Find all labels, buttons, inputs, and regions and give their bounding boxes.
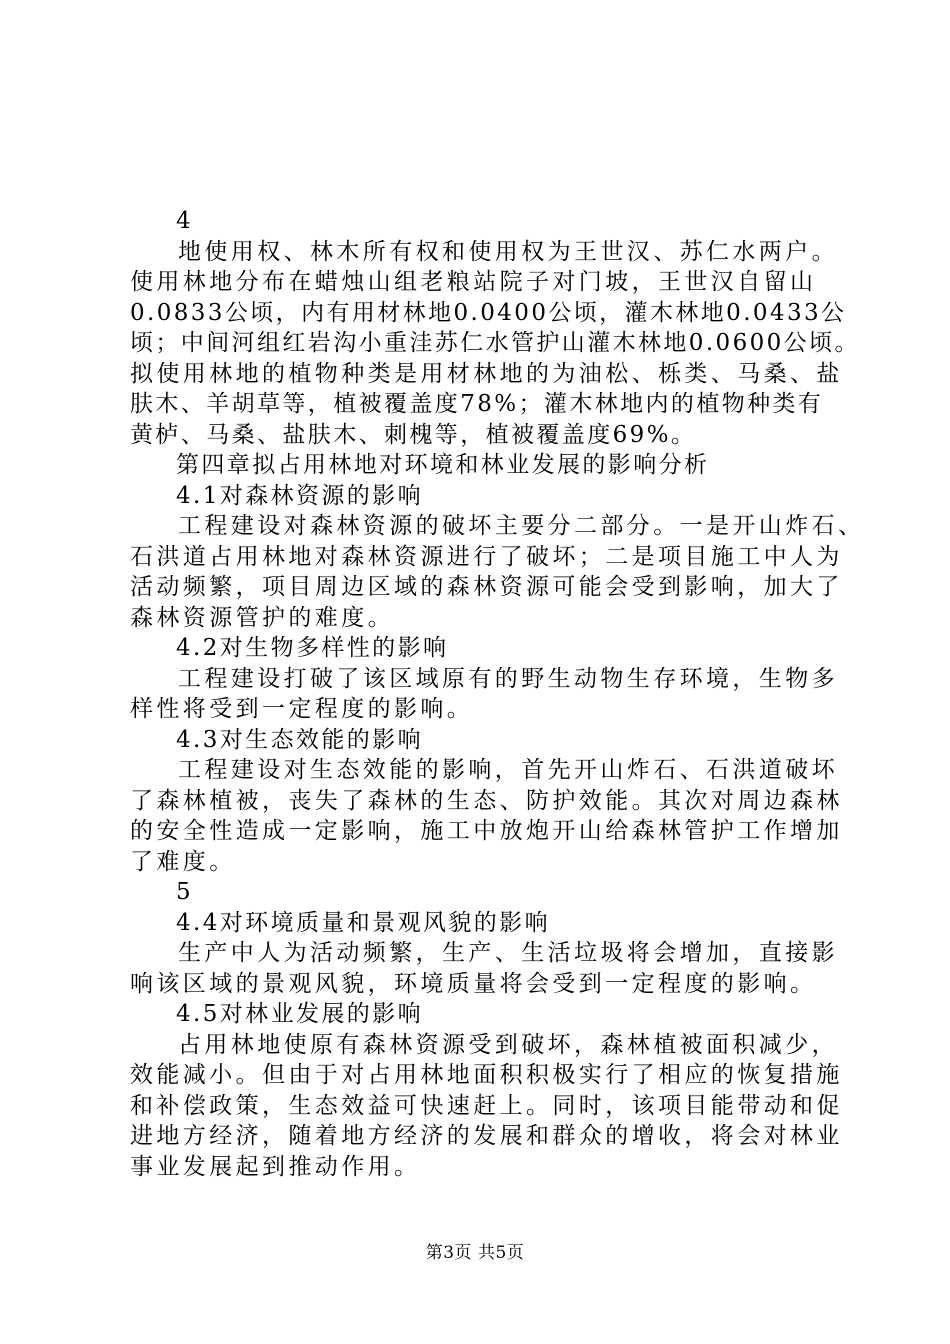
paragraph-line: 样性将受到一定程度的影响。: [130, 696, 474, 722]
paragraph-line: 了森林植被，丧失了森林的生态、防护效能。其次对周边森林: [130, 787, 843, 814]
section-4-5-title: 4.5对林业发展的影响: [176, 1001, 423, 1027]
paragraph-forest-land-ownership: [130, 237, 860, 451]
paragraph-line: 的安全性造成一定影响，施工中放炮开山给森林管护工作增加: [130, 818, 843, 844]
paragraph-line: 进地方经济，随着地方经济的发展和群众的增收，将会对林业: [130, 1123, 843, 1149]
paragraph-line: 活动频繁，项目周边区域的森林资源可能会受到影响，加大了: [130, 574, 843, 600]
paragraph-line: 地使用权、林木所有权和使用权为王世汉、苏仁水两户。: [178, 238, 838, 265]
section-4-3-body: [130, 755, 842, 877]
paragraph-line: 拟使用林地的植物种类是用材林地的为油松、栎类、马桑、盐: [130, 360, 843, 387]
section-4-1-body: [130, 511, 865, 633]
section-4-3-title: 4.3对生态效能的影响: [176, 726, 423, 753]
paragraph-line: 使用林地分布在蜡烛山组老粮站院子对门坡，王世汉自留山: [130, 269, 817, 295]
section-4-2-body: [130, 664, 842, 725]
page-marker-4: 4: [176, 208, 194, 234]
paragraph-line: 石洪道占用林地对森林资源进行了破坏；二是项目施工中人为: [130, 543, 843, 570]
paragraph-line: 肤木、羊胡草等，植被覆盖度78%；灌木林地内的植物种类有: [130, 391, 824, 417]
paragraph-line: 占用林地使原有森林资源受到破坏，森林植被面积减少，: [178, 1031, 838, 1058]
page-footer: 第3页 共5页: [425, 1243, 525, 1263]
section-4-4-title: 4.4对环境质量和景观风貌的影响: [176, 909, 550, 936]
document-body: [130, 206, 865, 1182]
paragraph-line: 工程建设对森林资源的破坏主要分二部分。一是开山炸石、: [178, 513, 865, 539]
paragraph-line: 生产中人为活动频繁，生产、生活垃圾将会增加，直接影: [178, 940, 838, 966]
paragraph-line: 了难度。: [130, 848, 236, 875]
section-4-5-body: [130, 1030, 842, 1183]
paragraph-line: 森林资源管护的难度。: [130, 604, 394, 631]
paragraph-line: 响该区域的景观风貌，环境质量将会受到一定程度的影响。: [130, 970, 817, 997]
paragraph-line: 0.0833公顷，内有用材林地0.0400公顷，灌木林地0.0433公: [130, 299, 847, 326]
paragraph-line: 工程建设对生态效能的影响，首先开山炸石、石洪道破坏: [178, 757, 838, 783]
chapter-4-title: 第四章拟占用林地对环境和林业发展的影响分析: [176, 452, 710, 478]
paragraph-line: 效能减小。但由于对占用林地面积积极实行了相应的恢复措施: [130, 1062, 843, 1088]
page-marker-5: 5: [176, 879, 194, 905]
paragraph-line: 工程建设打破了该区域原有的野生动物生存环境，生物多: [178, 665, 838, 692]
paragraph-line: 顷；中间河组红岩沟小重洼苏仁水管护山灌木林地0.0600公顷。: [130, 330, 860, 356]
section-4-4-body: [130, 938, 842, 999]
paragraph-line: 事业发展起到推动作用。: [130, 1153, 421, 1180]
section-4-2-title: 4.2对生物多样性的影响: [176, 635, 449, 661]
paragraph-line: 和补偿政策，生态效益可快速赶上。同时，该项目能带动和促: [130, 1092, 843, 1119]
section-4-1-title: 4.1对森林资源的影响: [176, 482, 423, 509]
paragraph-line: 黄栌、马桑、盐肤木、刺槐等，植被覆盖度69%。: [130, 421, 697, 448]
